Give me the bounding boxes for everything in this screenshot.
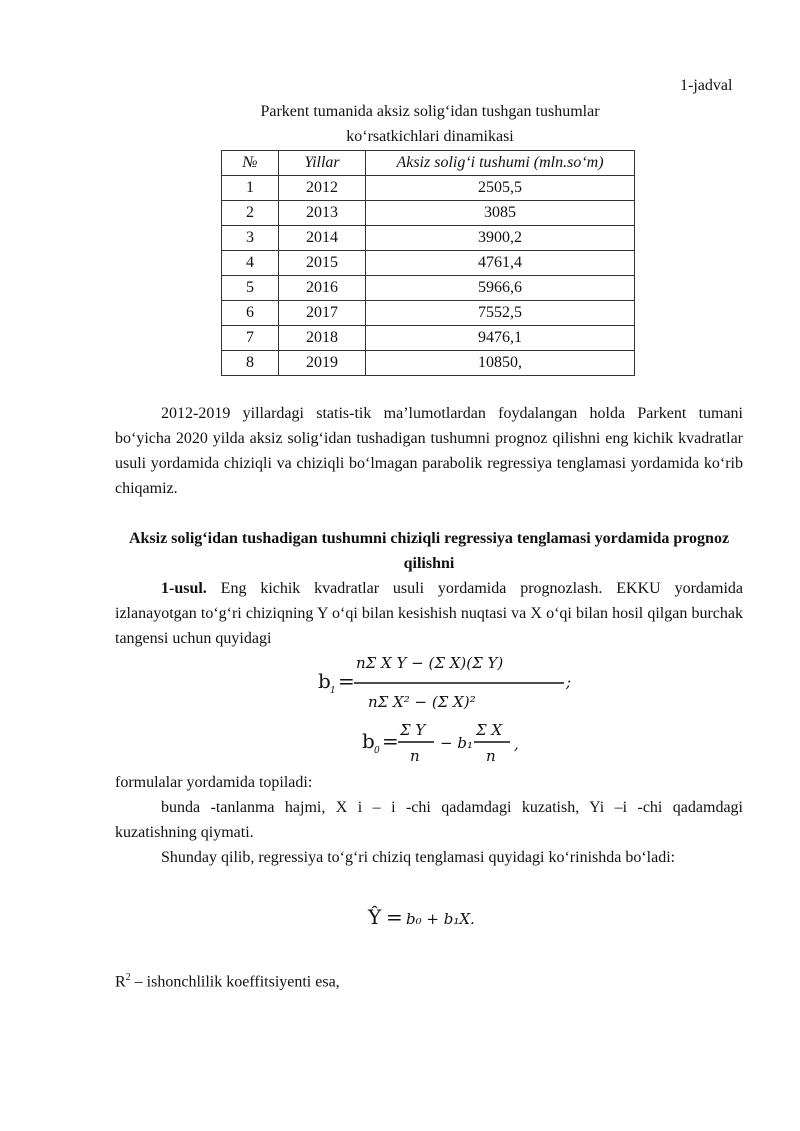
row-year: 2019	[279, 351, 366, 376]
table-header-row	[222, 151, 635, 176]
r-squared-line	[115, 972, 340, 991]
section-heading: Aksiz solig‘idan tushadigan tushumni chiziqli regressiya tenglamasi yordamida prognoz qilishni	[128, 530, 730, 572]
regression-coefficient-formulas	[316, 645, 586, 765]
row-revenue: 4761,4	[366, 251, 635, 276]
method-label: 1-usul.	[161, 580, 207, 597]
row-year: 2013	[279, 201, 366, 226]
row-number: 4	[222, 251, 279, 276]
table-caption-line-2: ko‘rsatkichlari dinamikasi	[346, 128, 514, 145]
row-year: 2015	[279, 251, 366, 276]
row-number: 3	[222, 226, 279, 251]
row-year: 2018	[279, 326, 366, 351]
method-text: Eng kichik kvadratlar usuli yordamida prognozlash. EKKU yordamida izlanayotgan to‘g‘ri chiziqning Y o‘qi bilan kesishish nuqtasi va X o‘qi bilan hosil qilgan burchak tangensi uchun quyidagi	[115, 580, 744, 647]
svg-text:0: 0	[374, 746, 380, 756]
svg-text:nΣ X Y − (Σ X)(Σ Y): nΣ X Y − (Σ X)(Σ Y)	[356, 654, 504, 672]
table-row	[222, 201, 635, 226]
svg-text:n: n	[486, 747, 496, 765]
svg-text:b: b	[362, 729, 375, 753]
method-paragraph	[115, 576, 743, 651]
row-number: 7	[222, 326, 279, 351]
row-year: 2014	[279, 226, 366, 251]
svg-text:− b₁: − b₁	[440, 734, 473, 752]
intro-paragraph: 2012-2019 yillardagi statis-tik ma’lumotlardan foydalangan holda Parkent tumani bo‘yicha 2020 yilda aksiz solig‘idan tushadigan tushumni prognoz qilishni eng kichik kvadratlar usuli yordamida chiziqli va chiziqli bo‘lmagan parabolik regressiya tenglamasi yordamida ko‘rib chiqamiz.	[115, 405, 743, 497]
svg-text:Ŷ: Ŷ	[368, 905, 382, 929]
row-revenue: 7552,5	[366, 301, 635, 326]
row-number: 8	[222, 351, 279, 376]
svg-text:=: =	[338, 669, 355, 693]
tax-revenue-table	[221, 150, 635, 376]
row-revenue: 2505,5	[366, 176, 635, 201]
table-number-label: 1-jadval	[680, 77, 733, 94]
row-revenue: 5966,6	[366, 276, 635, 301]
svg-text:nΣ X² − (Σ X)²: nΣ X² − (Σ X)²	[368, 693, 476, 711]
table-row	[222, 301, 635, 326]
row-revenue: 9476,1	[366, 326, 635, 351]
table-caption-line-1: Parkent tumanida aksiz solig‘idan tushgan tushumlar	[260, 103, 600, 120]
svg-text:b: b	[318, 669, 331, 693]
regression-line-equation	[366, 902, 496, 934]
svg-text:Σ Y: Σ Y	[400, 721, 426, 739]
svg-text:n: n	[410, 747, 420, 765]
r-symbol: R	[115, 973, 126, 991]
table-row	[222, 251, 635, 276]
row-revenue: 3900,2	[366, 226, 635, 251]
svg-text:Σ X: Σ X	[476, 721, 503, 739]
row-revenue: 3085	[366, 201, 635, 226]
row-revenue: 10850,	[366, 351, 635, 376]
row-number: 5	[222, 276, 279, 301]
row-year: 2017	[279, 301, 366, 326]
table-row	[222, 276, 635, 301]
svg-text:=: =	[386, 905, 403, 929]
row-number: 1	[222, 176, 279, 201]
svg-text:=: =	[382, 729, 399, 753]
r-power: 2	[125, 972, 131, 983]
row-number: 6	[222, 301, 279, 326]
row-year: 2016	[279, 276, 366, 301]
column-header-year: Yillar	[279, 151, 366, 176]
svg-text:1: 1	[330, 686, 336, 696]
table-row	[222, 326, 635, 351]
table-row	[222, 226, 635, 251]
definitions-paragraph: bunda -tanlanma hajmi, X i – i -chi qadamdagi kuzatish, Yi –i -chi qadamdagi kuzatishning qiymati.	[115, 799, 743, 841]
column-header-number: №	[222, 151, 279, 176]
column-header-revenue: Aksiz solig‘i tushumi (mln.so‘m)	[366, 151, 635, 176]
row-year: 2012	[279, 176, 366, 201]
formula-note: formulalar yordamida topiladi:	[115, 774, 313, 791]
row-number: 2	[222, 201, 279, 226]
regression-paragraph: Shunday qilib, regressiya to‘g‘ri chiziq tenglamasi quyidagi ko‘rinishda bo‘ladi:	[161, 849, 676, 866]
svg-text:;: ;	[566, 673, 572, 691]
svg-text:b₀ + b₁X.: b₀ + b₁X.	[406, 910, 475, 928]
r-description: – ishonchlilik koeffitsiyenti esa,	[130, 973, 340, 991]
svg-text:,: ,	[514, 735, 519, 753]
table-row	[222, 351, 635, 376]
table-row	[222, 176, 635, 201]
